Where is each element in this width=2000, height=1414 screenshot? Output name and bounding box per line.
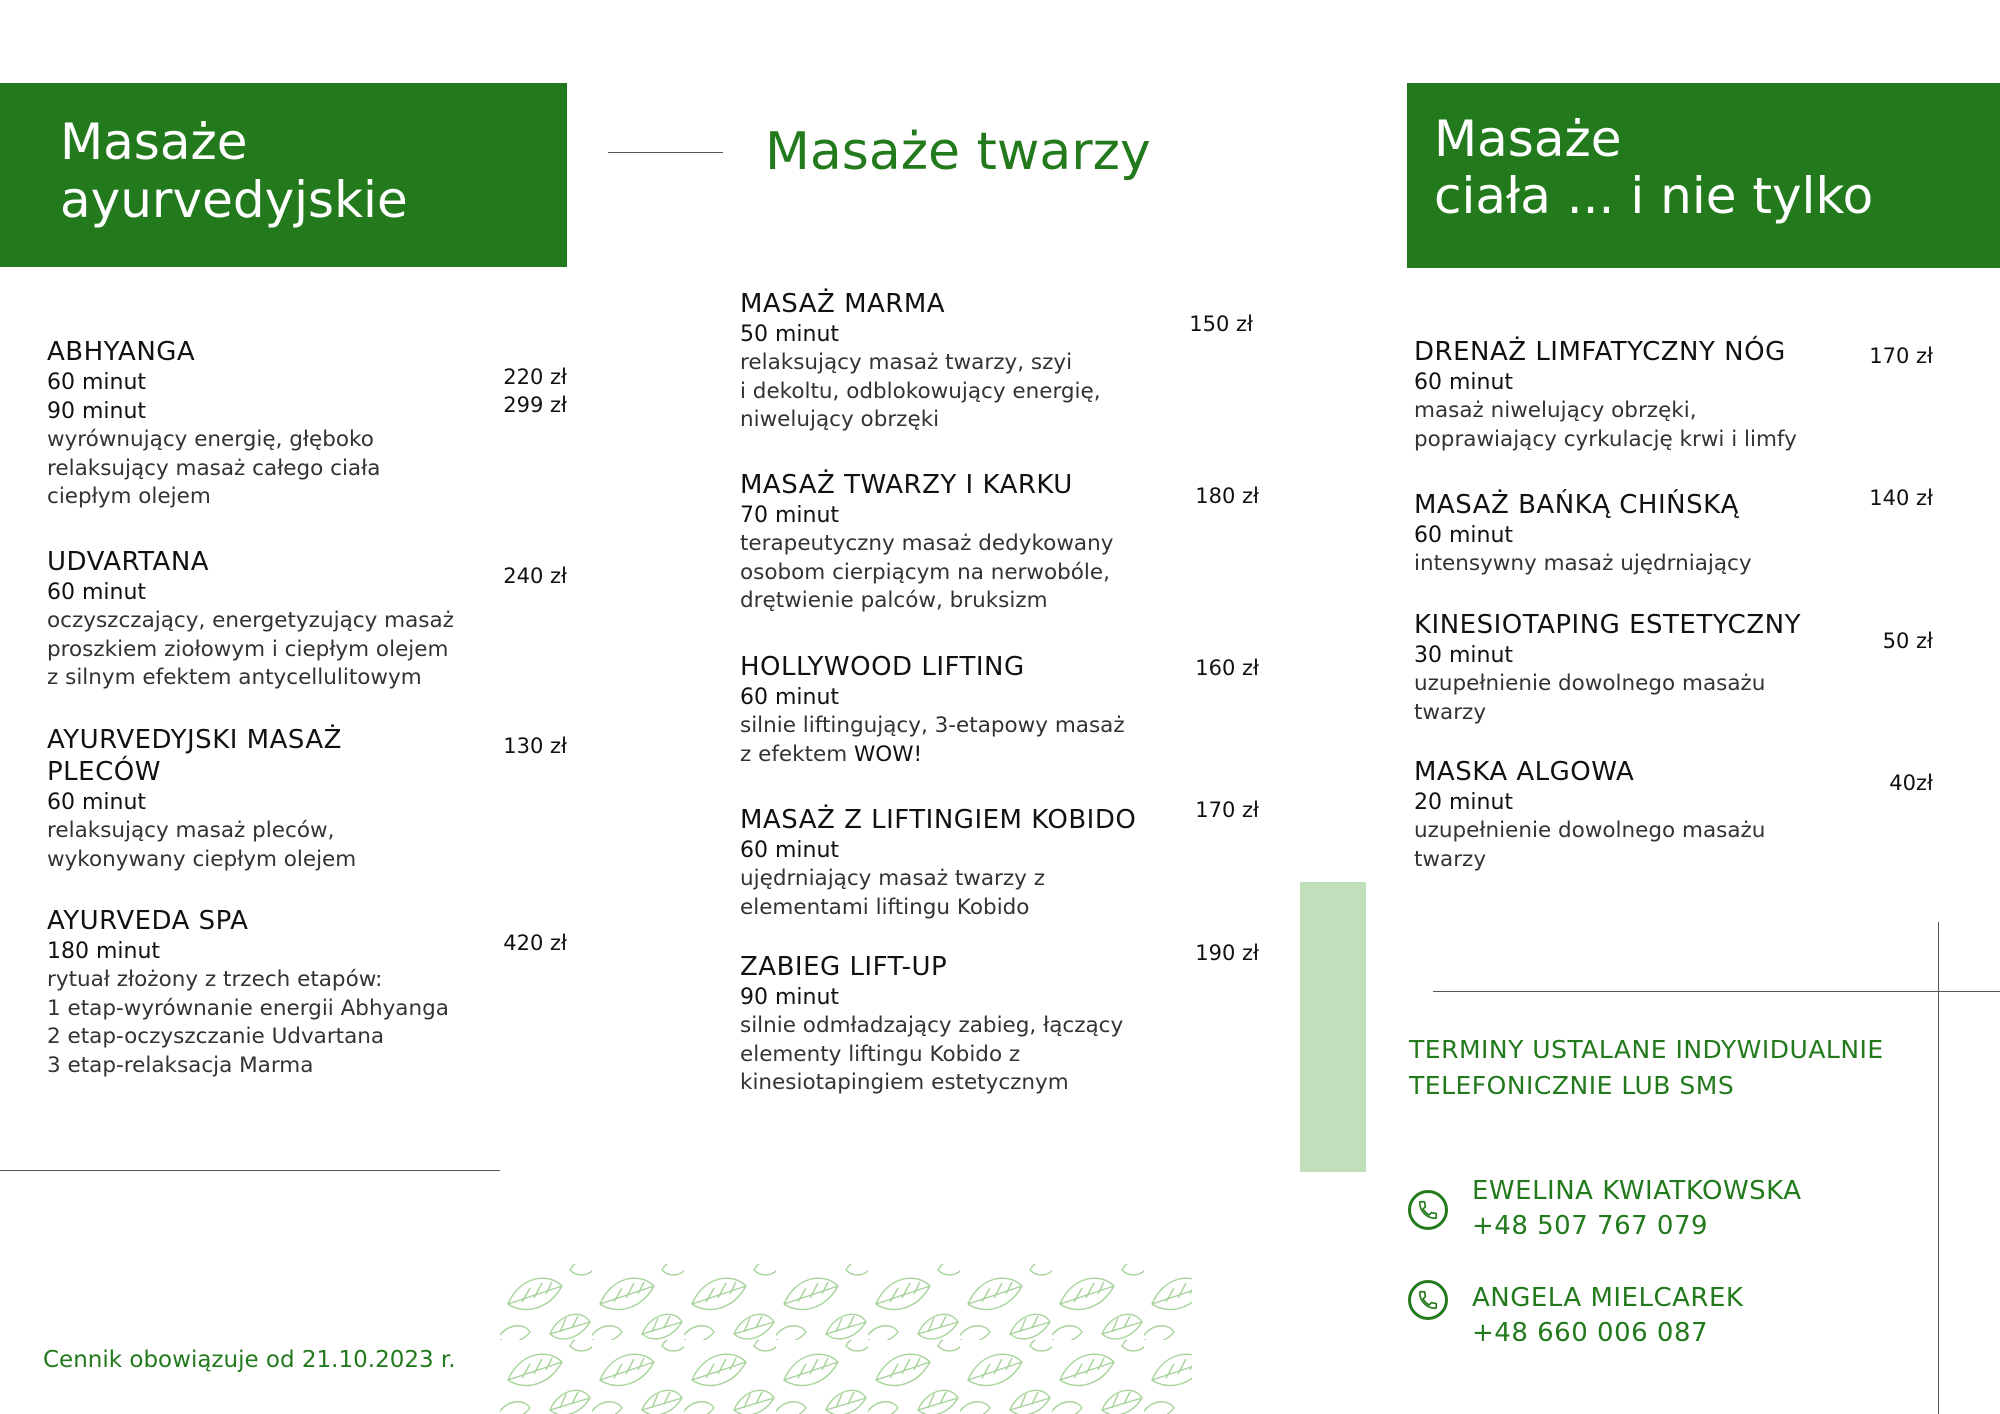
- ayurveda-header: [0, 83, 567, 267]
- divider-left-bottom: [0, 1170, 500, 1171]
- service-name-line1: AYURVEDYJSKI MASAŻ: [47, 725, 342, 755]
- body-header: [1407, 83, 2000, 268]
- service-name: MASAŻ Z LIFTINGIEM KOBIDO: [740, 805, 1137, 835]
- price-abhyanga-60: 220 zł: [503, 365, 567, 389]
- booking-terms-line1: TERMINY USTALANE INDYWIDUALNIE: [1409, 1035, 1884, 1064]
- service-name-line2: PLECÓW: [47, 757, 161, 787]
- price-lymph-drainage: 170 zł: [1869, 344, 1933, 368]
- service-description: ujędrniający masaż twarzy z elementami liftingu Kobido: [740, 866, 1046, 920]
- price-back-massage: 130 zł: [503, 734, 567, 758]
- service-description: oczyszczający, energetyzujący masaż proszkiem ziołowym i ciepłym olejem z silnym efektem antycellulitowym: [47, 608, 454, 690]
- service-name: AYURVEDA SPA: [47, 906, 249, 936]
- service-lift-up: [740, 951, 1190, 1098]
- service-duration: 60 minut: [1414, 370, 1514, 395]
- service-name: KINESIOTAPING ESTETYCZNY: [1414, 610, 1801, 640]
- divider-right-vertical: [1938, 922, 1939, 1414]
- description-emphasis: WOW!: [854, 741, 923, 767]
- contact-name: EWELINA KWIATKOWSKA: [1472, 1176, 1802, 1206]
- service-duration: 60 minut: [47, 370, 147, 395]
- phone-icon: [1408, 1190, 1448, 1230]
- booking-terms-line2: TELEFONICZNIE LUB SMS: [1409, 1071, 1735, 1100]
- service-name: HOLLYWOOD LIFTING: [740, 652, 1025, 682]
- service-duration: 90 minut: [740, 985, 840, 1010]
- service-duration: 60 minut: [1414, 523, 1514, 548]
- price-lift-up: 190 zł: [1195, 941, 1259, 965]
- service-face-neck: [740, 469, 1180, 616]
- price-marma: 150 zł: [1189, 312, 1253, 336]
- service-description: terapeutyczny masaż dedykowany osobom cierpiącym na nerwobóle, drętwienie palców, bruksizm: [740, 531, 1114, 613]
- service-name: ABHYANGA: [47, 337, 196, 367]
- service-name: ZABIEG LIFT-UP: [740, 952, 948, 982]
- service-description: relaksujący masaż pleców, wykonywany ciepłym olejem: [47, 818, 357, 872]
- price-kobido: 170 zł: [1195, 798, 1259, 822]
- service-duration: 50 minut: [740, 322, 840, 347]
- service-name: MASKA ALGOWA: [1414, 757, 1635, 787]
- service-name: MASAŻ MARMA: [740, 289, 946, 319]
- service-hollywood-lifting: [740, 651, 1190, 769]
- divider-right-horizontal: [1433, 991, 2000, 992]
- price-list-validity: Cennik obowiązuje od 21.10.2023 r.: [43, 1347, 456, 1373]
- service-description: uzupełnienie dowolnego masażu twarzy: [1414, 671, 1766, 725]
- contact-phone[interactable]: +48 507 767 079: [1472, 1211, 1709, 1241]
- price-kinesiotaping: 50 zł: [1882, 629, 1933, 653]
- service-duration: 60 minut: [740, 685, 840, 710]
- price-face-neck: 180 zł: [1195, 484, 1259, 508]
- service-name: DRENAŻ LIMFATYCZNY NÓG: [1414, 337, 1786, 367]
- service-duration-2: 90 minut: [47, 399, 147, 424]
- booking-terms: [1409, 1032, 1884, 1104]
- price-algae-mask: 40zł: [1889, 771, 1933, 795]
- price-cupping: 140 zł: [1869, 486, 1933, 510]
- contact-angela: [1472, 1281, 1743, 1351]
- service-description: rytuał złożony z trzech etapów: 1 etap-wyrównanie energii Abhyanga 2 etap-oczyszczanie Udvartana 3 etap-relaksacja Marma: [47, 967, 449, 1078]
- service-udvartana: [47, 546, 507, 693]
- service-lymph-drainage: [1414, 336, 1854, 454]
- decorative-green-bar: [1300, 882, 1366, 1172]
- service-abhyanga: [47, 336, 487, 512]
- divider-title-left: [608, 152, 723, 153]
- service-name: MASAŻ BAŃKĄ CHIŃSKĄ: [1414, 490, 1739, 520]
- service-description: uzupełnienie dowolnego masażu twarzy: [1414, 818, 1766, 872]
- ayurveda-title-line1: Masaże: [60, 113, 248, 171]
- description-text: silnie liftingujący, 3-etapowy masaż z efektem: [740, 713, 1125, 767]
- service-duration: 60 minut: [47, 580, 147, 605]
- service-description: masaż niwelujący obrzęki, poprawiający cyrkulację krwi i limfy: [1414, 398, 1797, 452]
- service-duration: 60 minut: [740, 838, 840, 863]
- service-name: MASAŻ TWARZY I KARKU: [740, 470, 1073, 500]
- service-duration: 180 minut: [47, 939, 161, 964]
- price-ayurveda-spa: 420 zł: [503, 931, 567, 955]
- service-duration: 60 minut: [47, 790, 147, 815]
- leaf-pattern-decoration: [500, 1264, 1192, 1414]
- service-kinesiotaping: [1414, 609, 1854, 727]
- body-title-line2: ciała ... i nie tylko: [1434, 167, 1874, 225]
- service-ayurveda-spa: [47, 905, 507, 1080]
- service-cupping: [1414, 489, 1854, 579]
- service-description: intensywny masaż ujędrniający: [1414, 551, 1752, 576]
- service-duration: 20 minut: [1414, 790, 1514, 815]
- service-back-massage: [47, 724, 487, 874]
- service-description: silnie odmładzający zabieg, łączący elementy liftingu Kobido z kinesiotapingiem estetycznym: [740, 1013, 1124, 1095]
- service-kobido: [740, 804, 1200, 922]
- leaf-pattern-svg: [500, 1264, 1192, 1414]
- contact-phone[interactable]: +48 660 006 087: [1472, 1318, 1709, 1348]
- service-marma: [740, 288, 1180, 435]
- body-title-line1: Masaże: [1434, 110, 1622, 168]
- face-title: Masaże twarzy: [765, 122, 1151, 182]
- price-udvartana: 240 zł: [503, 564, 567, 588]
- ayurveda-title-line2: ayurvedyjskie: [60, 171, 408, 229]
- phone-icon: [1408, 1280, 1448, 1320]
- service-description: relaksujący masaż twarzy, szyi i dekoltu, odblokowujący energię, niwelujący obrzęki: [740, 350, 1101, 432]
- service-description: [740, 712, 1190, 769]
- service-description: wyrównujący energię, głęboko relaksujący masaż całego ciała ciepłym olejem: [47, 427, 381, 509]
- price-hollywood-lifting: 160 zł: [1195, 656, 1259, 680]
- contact-ewelina: [1472, 1174, 1802, 1244]
- service-algae-mask: [1414, 756, 1854, 874]
- contact-name: ANGELA MIELCAREK: [1472, 1283, 1744, 1313]
- price-abhyanga-90: 299 zł: [503, 393, 567, 417]
- service-duration: 30 minut: [1414, 643, 1514, 668]
- service-name: UDVARTANA: [47, 547, 210, 577]
- service-duration: 70 minut: [740, 503, 840, 528]
